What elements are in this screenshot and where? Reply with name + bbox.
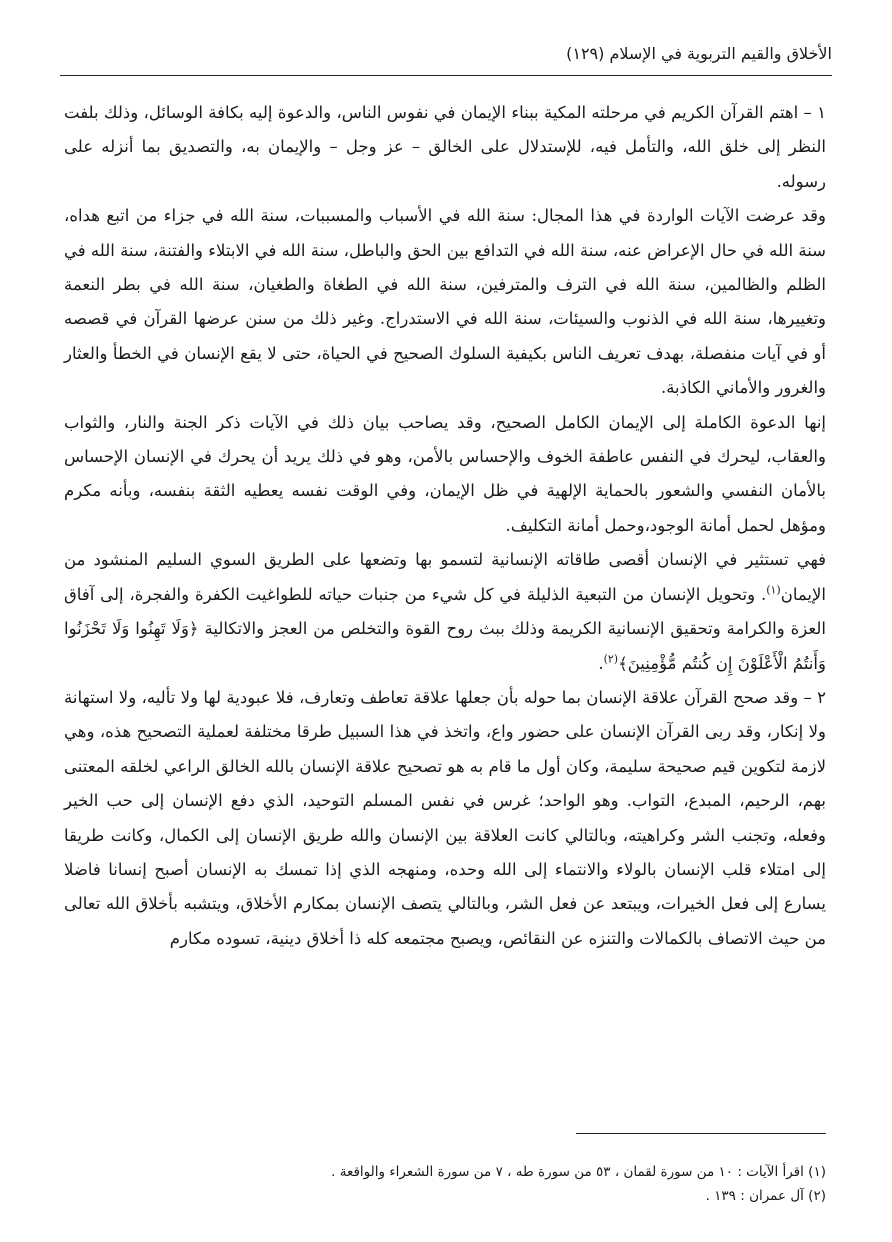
paragraph-4-part-a: فهي تستثير في الإنسان أقصى طاقاته الإنسانية لتسمو بها وتضعها على الطريق السوي السليم المنشود من الإيمان xyxy=(64,550,826,604)
header-title: الأخلاق والقيم التربوية في الإسلام (١٢٩) xyxy=(566,44,832,63)
paragraph-4 xyxy=(64,543,826,681)
footnote-ref-1: (١) xyxy=(766,583,781,597)
paragraph-4-part-c: . xyxy=(598,653,604,673)
footnotes xyxy=(64,1160,826,1208)
quran-verse: ﴿وَلَا تَهِنُوا وَلَا تَحْزَنُوا وَأَنتُمُ الْأَعْلَوْنَ إِن كُنتُم مُّؤْمِنِينَ﴾ xyxy=(64,619,826,673)
footnote-rule xyxy=(576,1133,826,1134)
paragraph-5: ٢ – وقد صحح القرآن علاقة الإنسان بما حوله بأن جعلها علاقة تعاطف وتعارف، فلا عبودية لها ولا تأليه، ولا استهانة ولا إنكار، وقد ربى القرآن الإنسان على حضور واع، واتخذ في هذا السبيل طرقا مختلفة لعملية التصحيح هذه، وهي لازمة لتكوين قيم صحيحة سليمة، وكان أول ما قام به هو تصحيح علاقة الإنسان بالله الخالق الراعي لخلقه المعتنى بهم، الرحيم، المبدع، التواب. وهو الواحد؛ غرس في نفس المسلم التوحيد، الذي دفع الإنسان إلى حب الخير وفعله، وتجنب الشر وكراهيته، وبالتالي كانت العلاقة بين الإنسان والله طريق الإنسان إلى الكمال، وكانت طريقا إلى امتلاء قلب الإنسان بالولاء والانتماء إلى الله وحده، ومنهجه الذي إذا تمسك به الإنسان أصبح إنسانا فاضلا يسارع إلى فعل الخيرات، ويبتعد عن فعل الشر، وبالتالي يتصف الإنسان بمكارم الأخلاق، ويتشبه بأخلاق الله تعالى من حيث الاتصاف بالكمالات والتنزه عن النقائص، ويصبح مجتمعه كله ذا أخلاق دينية، تسوده مكارم xyxy=(64,687,826,948)
running-header xyxy=(60,36,832,76)
footnote-1: (١) اقرأ الآيات : ١٠ من سورة لقمان ، ٥٣ من سورة طه ، ٧ من سورة الشعراء والواقعة . xyxy=(331,1164,826,1180)
paragraph-4-part-b: . وتحويل الإنسان من التبعية الذليلة في كل شيء من جنبات حياته للطواغيت الكفرة والفجرة، إلى آفاق العزة والكرامة وتحقيق الإنسانية الكريمة وذلك ببث روح القوة والتخلص من العجز والاتكالية xyxy=(64,584,826,639)
footnote-2: (٢) آل عمران : ١٣٩ . xyxy=(705,1188,826,1204)
paragraph-1: ١ – اهتم القرآن الكريم في مرحلته المكية ببناء الإيمان في نفوس الناس، والدعوة إليه بكافة الوسائل، وذلك بلفت النظر إلى خلق الله، والتأمل فيه، للإستدلال على الخالق – عز وجل – والإيمان به، والتصديق بما أنزله على رسوله. xyxy=(64,103,826,191)
footnote-ref-2: (٢) xyxy=(603,652,619,665)
header-rule xyxy=(60,75,832,76)
body-text xyxy=(64,96,826,956)
paragraph-3: إنها الدعوة الكاملة إلى الإيمان الكامل الصحيح، وقد يصاحب بيان ذلك في الآيات ذكر الجنة والنار، والثواب والعقاب، ليحرك في النفس عاطفة الخوف والإحساس بالأمن، وهو في ذلك يريد أن يحرك في الإنسان الإحساس بالأمان النفسي والشعور بالحماية الإلهية في ظل الإيمان، وفي الوقت نفسه يعطيه الثقة بنفسه، وبأنه مكرم ومؤهل لحمل أمانة الوجود،وحمل أمانة التكليف. xyxy=(64,412,826,535)
paragraph-2: وقد عرضت الآيات الواردة في هذا المجال: سنة الله في الأسباب والمسببات، سنة الله في جزاء من اتبع هداه، سنة الله في حال الإعراض عنه، سنة الله في التدافع بين الحق والباطل، سنة الله في الابتلاء والفتنة، سنة الله في الظلم والظالمين، سنة الله في الترف والمترفين، سنة الله في الطغاة والطغيان، سنة الله في بطر النعمة وتغييرها، سنة الله في الذنوب والسيئات، سنة الله في الاستدراج. وغير ذلك من سنن عرضها القرآن في قصصه أو في آيات منفصلة، بهدف تعريف الناس بكيفية السلوك الصحيح في الحياة، حتى لا يقع الإنسان في الخطأ والعثار والغرور والأماني الكاذبة. xyxy=(64,206,826,398)
